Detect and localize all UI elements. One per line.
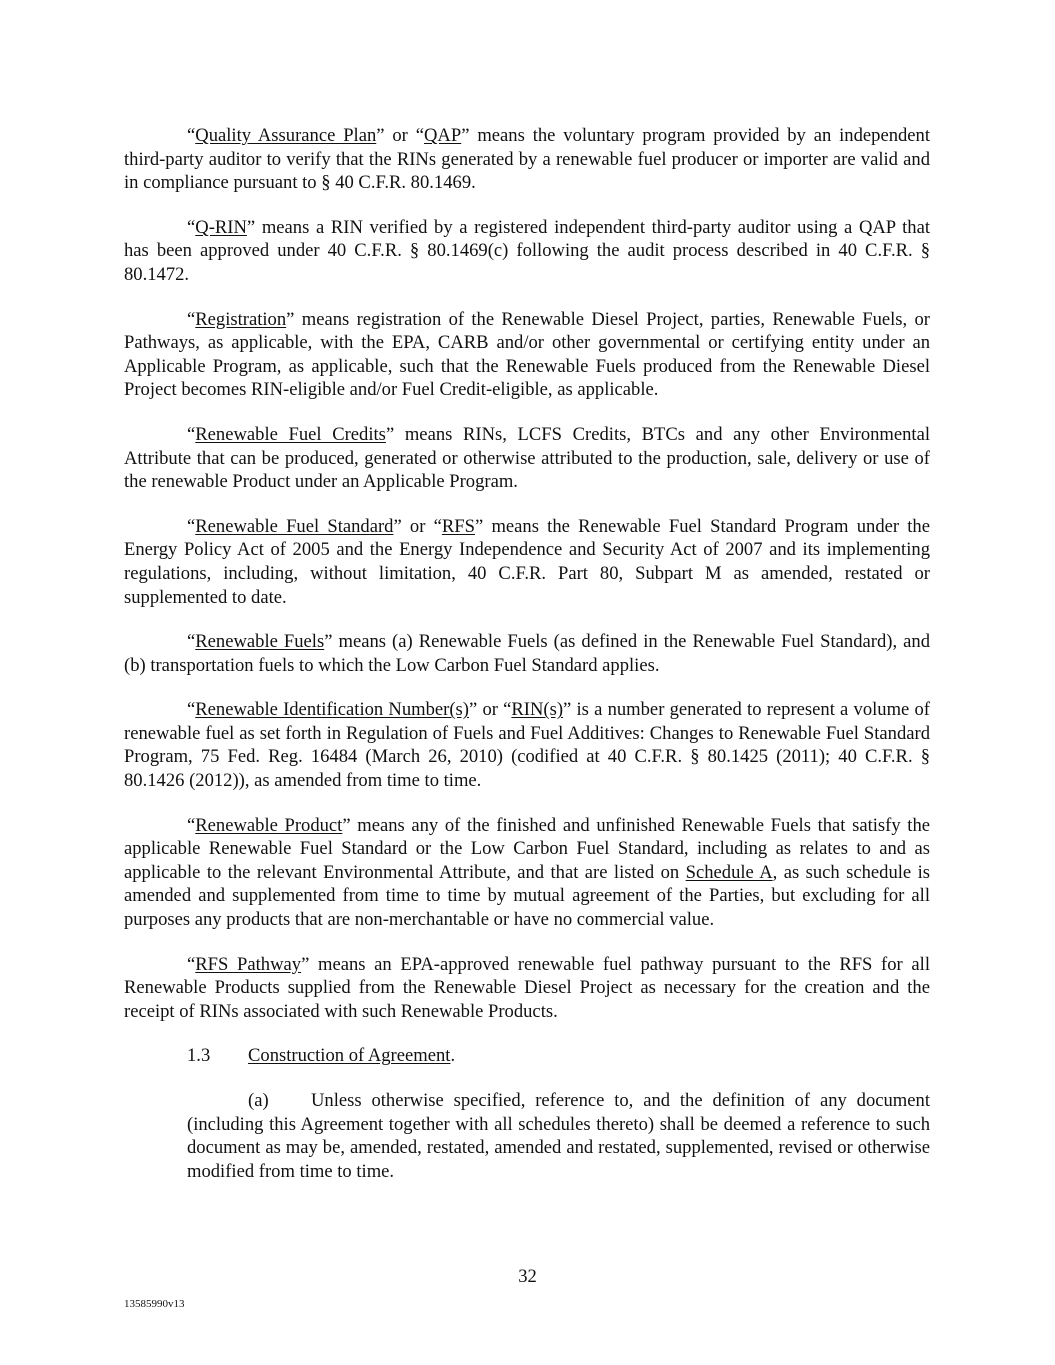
defined-term: RIN(s): [511, 699, 564, 721]
schedule-a-reference: Schedule A: [685, 861, 773, 883]
definition-rfs-pathway: “RFS Pathway” means an EPA-approved renewable fuel pathway pursuant to the RFS for all Renewable Products supplied from the Renewable Diesel Project as necessary for the creation and the receipt of RINs associated with such Renewable Products.: [124, 953, 930, 1022]
defined-term: Registration: [195, 308, 287, 330]
definition-q-rin: “Q-RIN” means a RIN verified by a registered independent third-party auditor using a QAP that has been approved under 40 C.F.R. § 80.1469(c) following the audit process described in 40 C.F.R. § 80.1472.: [124, 216, 930, 285]
definition-text: means an EPA-approved renewable fuel pathway pursuant to the RFS for all Renewable Products supplied from the Renewable Diesel Project as necessary for the creation and the receipt of RINs associated with such Renewable Products.: [124, 953, 930, 1022]
definition-renewable-product: “Renewable Product” means any of the finished and unfinished Renewable Fuels that satisfy the applicable Renewable Fuel Standard or the Low Carbon Fuel Standard, including as relates to and as applicable to the relevant Environmental Attribute, and that are listed on Schedule A, as such schedule is amended and supplemented from time to time by mutual agreement of the Parties, but excluding for all purposes any products that are non-merchantable or have no commercial value.: [124, 814, 930, 931]
definition-text: means the Renewable Fuel Standard Program under the Energy Policy Act of 2005 and the Energy Independence and Security Act of 2007 and its implementing regulations, including, without limitation, 40 C.F.R. Part 80, Subpart M as amended, restated or supplemented to date.: [124, 515, 930, 608]
definition-renewable-fuel-standard: “Renewable Fuel Standard” or “RFS” means the Renewable Fuel Standard Program under the Energy Policy Act of 2005 and the Energy Independence and Security Act of 2007 and its implementing regulations, including, without limitation, 40 C.F.R. Part 80, Subpart M as amended, restated or supplemented to date.: [124, 515, 930, 608]
defined-term: Renewable Fuels: [195, 631, 325, 653]
defined-term: Renewable Product: [195, 814, 343, 836]
defined-term: RFS: [441, 515, 475, 537]
defined-term: Renewable Fuel Standard: [195, 515, 394, 537]
section-title: Construction of Agreement: [248, 1045, 451, 1067]
defined-term: QAP: [424, 125, 462, 146]
document-page: [124, 124, 930, 1183]
document-id: 13585990v13: [124, 1298, 185, 1310]
page-number: 32: [518, 1266, 537, 1287]
definition-text: means a RIN verified by a registered independent third-party auditor using a QAP that has been approved under 40 C.F.R. § 80.1469(c) following the audit process described in 40 C.F.R. § 80.1472.: [124, 216, 930, 285]
definition-text-continued: , as such schedule is amended and supplemented from time to time by mutual agreement of the Parties, but excluding for all purposes any products that are non-merchantable or have no commercial value.: [124, 861, 930, 931]
defined-term: RFS Pathway: [195, 953, 302, 975]
definition-renewable-fuels: “Renewable Fuels” means (a) Renewable Fuels (as defined in the Renewable Fuel Standard), and (b) transportation fuels to which the Low Carbon Fuel Standard applies.: [124, 631, 930, 676]
definition-renewable-fuel-credits: “Renewable Fuel Credits” means RINs, LCFS Credits, BTCs and any other Environmental Attribute that can be produced, generated or otherwise attributed to the production, sale, delivery or use of the renewable Product under an Applicable Program.: [124, 423, 931, 493]
defined-term: Q-RIN: [195, 216, 247, 238]
definition-text: means RINs, LCFS Credits, BTCs and any other Environmental Attribute that can be produced, generated or otherwise attributed to the production, sale, delivery or use of the renewable Product under an Applicable Program.: [124, 423, 931, 493]
defined-term: Renewable Identification Number(s): [195, 699, 469, 721]
defined-term: Renewable Fuel Credits: [195, 423, 386, 445]
subsection-text: Unless otherwise specified, reference to, and the definition of any document (including this Agreement together with all schedules thereto) shall be deemed a reference to such document as may be, amended, restated, amended and restated, supplemented, revised or otherwise modified from time to time.: [187, 1090, 930, 1182]
section-heading: 1.3 Construction of Agreement.: [187, 1045, 456, 1067]
section-number: 1.3: [187, 1045, 211, 1067]
definition-text: means the voluntary program provided by an independent third-party auditor to verify that the RINs generated by a renewable fuel producer or importer are valid and in compliance pursuant to § 40 C.F.R. 80.1469.: [124, 125, 931, 194]
definition-text: is a number generated to represent a volume of renewable fuel as set forth in Regulation of Fuels and Fuel Additives: Changes to Renewable Fuel Standard Program, 75 Fed. Reg. 16484 (March 26, 2010) (codified at 40 C.F.R. § 80.1425 (2011); 40 C.F.R. § 80.1426 (2012)), as amended from time to time.: [124, 699, 930, 792]
subsection-a: [187, 1089, 930, 1183]
subsection-label: (a): [248, 1090, 269, 1111]
definition-text: means any of the finished and unfinished Renewable Fuels that satisfy the applicable Renewable Fuel Standard or the Low Carbon Fuel Standard, including as relates to and as applicable to the relevant Environmental Attribute, and that are listed on: [124, 814, 930, 883]
definition-renewable-identification-number: “Renewable Identification Number(s)” or “RIN(s)” is a number generated to represent a volume of renewable fuel as set forth in Regulation of Fuels and Fuel Additives: Changes to Renewable Fuel Standard Program, 75 Fed. Reg. 16484 (March 26, 2010) (codified at 40 C.F.R. § 80.1425 (2011); 40 C.F.R. § 80.1426 (2012)), as amended from time to time.: [124, 699, 930, 792]
definition-text: means registration of the Renewable Diesel Project, parties, Renewable Fuels, or Pathways, as applicable, with the EPA, CARB and/or other governmental or certifying entity under an Applicable Program, as applicable, such that the Renewable Fuels produced from the Renewable Diesel Project becomes RIN-eligible and/or Fuel Credit-eligible, as applicable.: [124, 308, 930, 401]
definition-quality-assurance-plan: “Quality Assurance Plan” or “QAP” means the voluntary program provided by an independent third-party auditor to verify that the RINs generated by a renewable fuel producer or importer are valid and in compliance pursuant to § 40 C.F.R. 80.1469.: [124, 125, 931, 194]
definition-registration: “Registration” means registration of the Renewable Diesel Project, parties, Renewable Fuels, or Pathways, as applicable, with the EPA, CARB and/or other governmental or certifying entity under an Applicable Program, as applicable, such that the Renewable Fuels produced from the Renewable Diesel Project becomes RIN-eligible and/or Fuel Credit-eligible, as applicable.: [124, 308, 930, 401]
defined-term: Quality Assurance Plan: [195, 125, 377, 146]
definition-text: means (a) Renewable Fuels (as defined in the Renewable Fuel Standard), and (b) transportation fuels to which the Low Carbon Fuel Standard applies.: [124, 631, 930, 676]
